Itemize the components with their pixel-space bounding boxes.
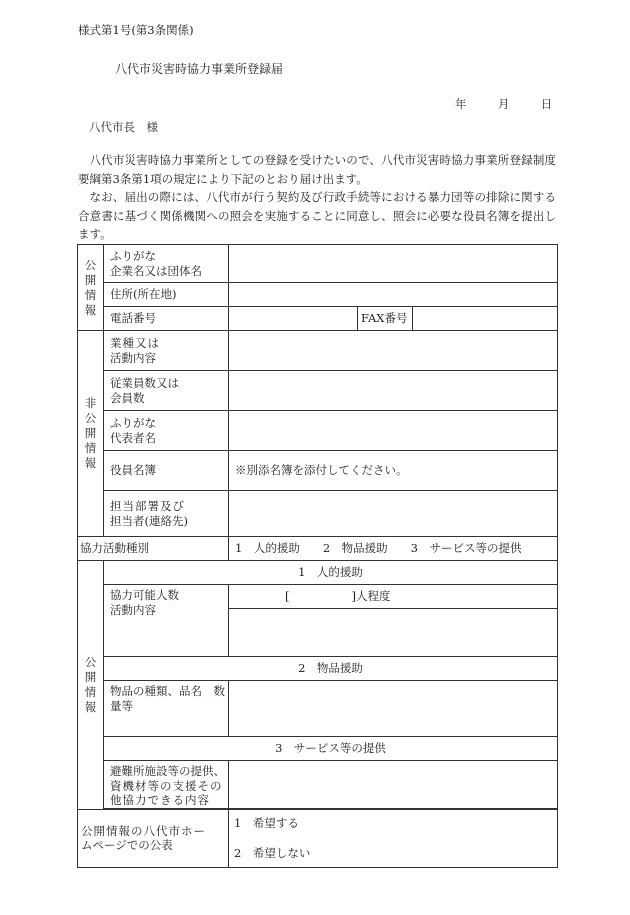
human-label-cell: [104, 585, 229, 657]
date-day: 日: [540, 97, 553, 111]
row-human-count: [78, 585, 558, 609]
human-count-input[interactable]: [229, 585, 558, 609]
row-phone: [78, 307, 558, 331]
employees-input[interactable]: [229, 371, 558, 411]
activity-type-options[interactable]: 1 人的援助 2 物品援助 3 サービス等の提供: [229, 537, 558, 561]
row-service-heading: [78, 737, 558, 761]
homepage-options-cell: [229, 809, 558, 867]
row-officers: [78, 451, 558, 491]
registration-form-table: [77, 244, 558, 868]
furigana-rep-label: ふりがな: [110, 416, 156, 430]
date-year: 年: [455, 97, 467, 111]
address-label: 住所(所在地): [104, 283, 229, 307]
service-label-1: 避難所施設等の提供、: [110, 764, 225, 778]
service-input[interactable]: [229, 761, 558, 809]
representative-label-cell: [104, 411, 229, 451]
people-unit: 人程度: [356, 589, 391, 604]
company-name-label: 企業名又は団体名: [110, 263, 202, 278]
goods-label-1: 物品の種類、品名 数: [110, 684, 225, 698]
human-count-label: 協力可能人数: [110, 588, 179, 602]
service-label-cell: [104, 761, 229, 809]
human-aid-heading: 1 人的援助: [104, 561, 558, 585]
form-title: 八代市災害時協力事業所登録届: [115, 62, 284, 76]
bracket-close: ]: [351, 589, 356, 604]
employees-label-cell: [104, 371, 229, 411]
address-input[interactable]: [229, 283, 558, 307]
paragraph-2: なお、届出の際には、八代市が行う契約及び行政手続等における暴力団等の排除に関する合意書に基づく関係機関への照会を実施することに同意し、照会に必要な役員名簿を提出します。: [78, 190, 556, 241]
row-address: [78, 283, 558, 307]
business-type-label-2: 活動内容: [110, 350, 156, 365]
row-business-type: [78, 331, 558, 371]
goods-input[interactable]: [229, 681, 558, 737]
paragraph-1: 八代市災害時協力事業所としての登録を受けたいので、八代市災害時協力事業所登録制度要綱第3条第1項の規定により下記のとおり届け出ます。: [78, 153, 556, 186]
goods-label-2: 量等: [110, 698, 133, 713]
officers-label: 役員名簿: [104, 451, 229, 491]
service-heading: 3 サービス等の提供: [104, 737, 558, 761]
furigana-label: ふりがな: [110, 249, 156, 263]
row-goods: [78, 681, 558, 737]
addressee: 八代市長 様: [89, 120, 158, 134]
contact-label-2: 担当者(連絡先): [110, 513, 188, 528]
representative-label: 代表者名: [110, 430, 156, 445]
public-info-2-label-cell: [78, 561, 104, 810]
contact-input[interactable]: [229, 491, 558, 537]
homepage-option-no[interactable]: 2 希望しない: [234, 846, 311, 860]
bracket-open: [: [285, 589, 290, 604]
phone-input[interactable]: [229, 307, 358, 331]
service-label-2: 資機材等の支援その: [110, 778, 223, 793]
contact-label-1: 担当部署及び: [110, 499, 185, 513]
homepage-label-cell: [78, 809, 229, 867]
public-info-2-label: 公開情報: [84, 654, 97, 714]
form-number: 様式第1号(第3条関係): [78, 23, 194, 37]
business-type-input[interactable]: [229, 331, 558, 371]
goods-label-cell: [104, 681, 229, 737]
employees-label-2: 会員数: [110, 390, 145, 405]
goods-aid-heading: 2 物品援助: [104, 657, 558, 681]
date-month: 月: [497, 97, 510, 111]
company-name-label-cell: [104, 245, 229, 283]
row-contact: [78, 491, 558, 537]
row-employees: [78, 371, 558, 411]
company-name-input[interactable]: [229, 245, 558, 283]
nonpublic-info-label: 非公開情報: [84, 396, 97, 470]
row-service: [78, 761, 558, 809]
fax-input[interactable]: [413, 307, 558, 331]
row-activity-type: [78, 537, 558, 561]
human-activity-input[interactable]: [229, 609, 558, 657]
public-info-label-cell: [78, 245, 104, 331]
homepage-option-yes[interactable]: 1 希望する: [234, 815, 299, 830]
service-label-3: 他協力できる内容: [110, 793, 210, 807]
row-company-name: [78, 245, 558, 283]
row-homepage: [78, 809, 558, 867]
human-activity-label: 活動内容: [110, 602, 156, 617]
date-line: [455, 96, 552, 112]
activity-type-label: 協力活動種別: [78, 537, 229, 561]
nonpublic-info-label-cell: [78, 331, 104, 537]
row-goods-heading: [78, 657, 558, 681]
row-human-heading: [78, 561, 558, 585]
officers-note: ※別添名簿を添付してください。: [229, 451, 558, 491]
representative-input[interactable]: [229, 411, 558, 451]
row-representative: [78, 411, 558, 451]
business-type-label-1: 業種又は: [110, 336, 160, 350]
phone-label: 電話番号: [104, 307, 229, 331]
public-info-label: 公開情報: [84, 257, 97, 317]
fax-label: FAX番号: [358, 307, 413, 331]
employees-label-1: 従業員数又は: [110, 376, 179, 390]
contact-label-cell: [104, 491, 229, 537]
homepage-label-1: 公開情報の八代市ホー: [81, 823, 206, 838]
business-type-label-cell: [104, 331, 229, 371]
homepage-label-2: ムページでの公表: [81, 838, 173, 852]
